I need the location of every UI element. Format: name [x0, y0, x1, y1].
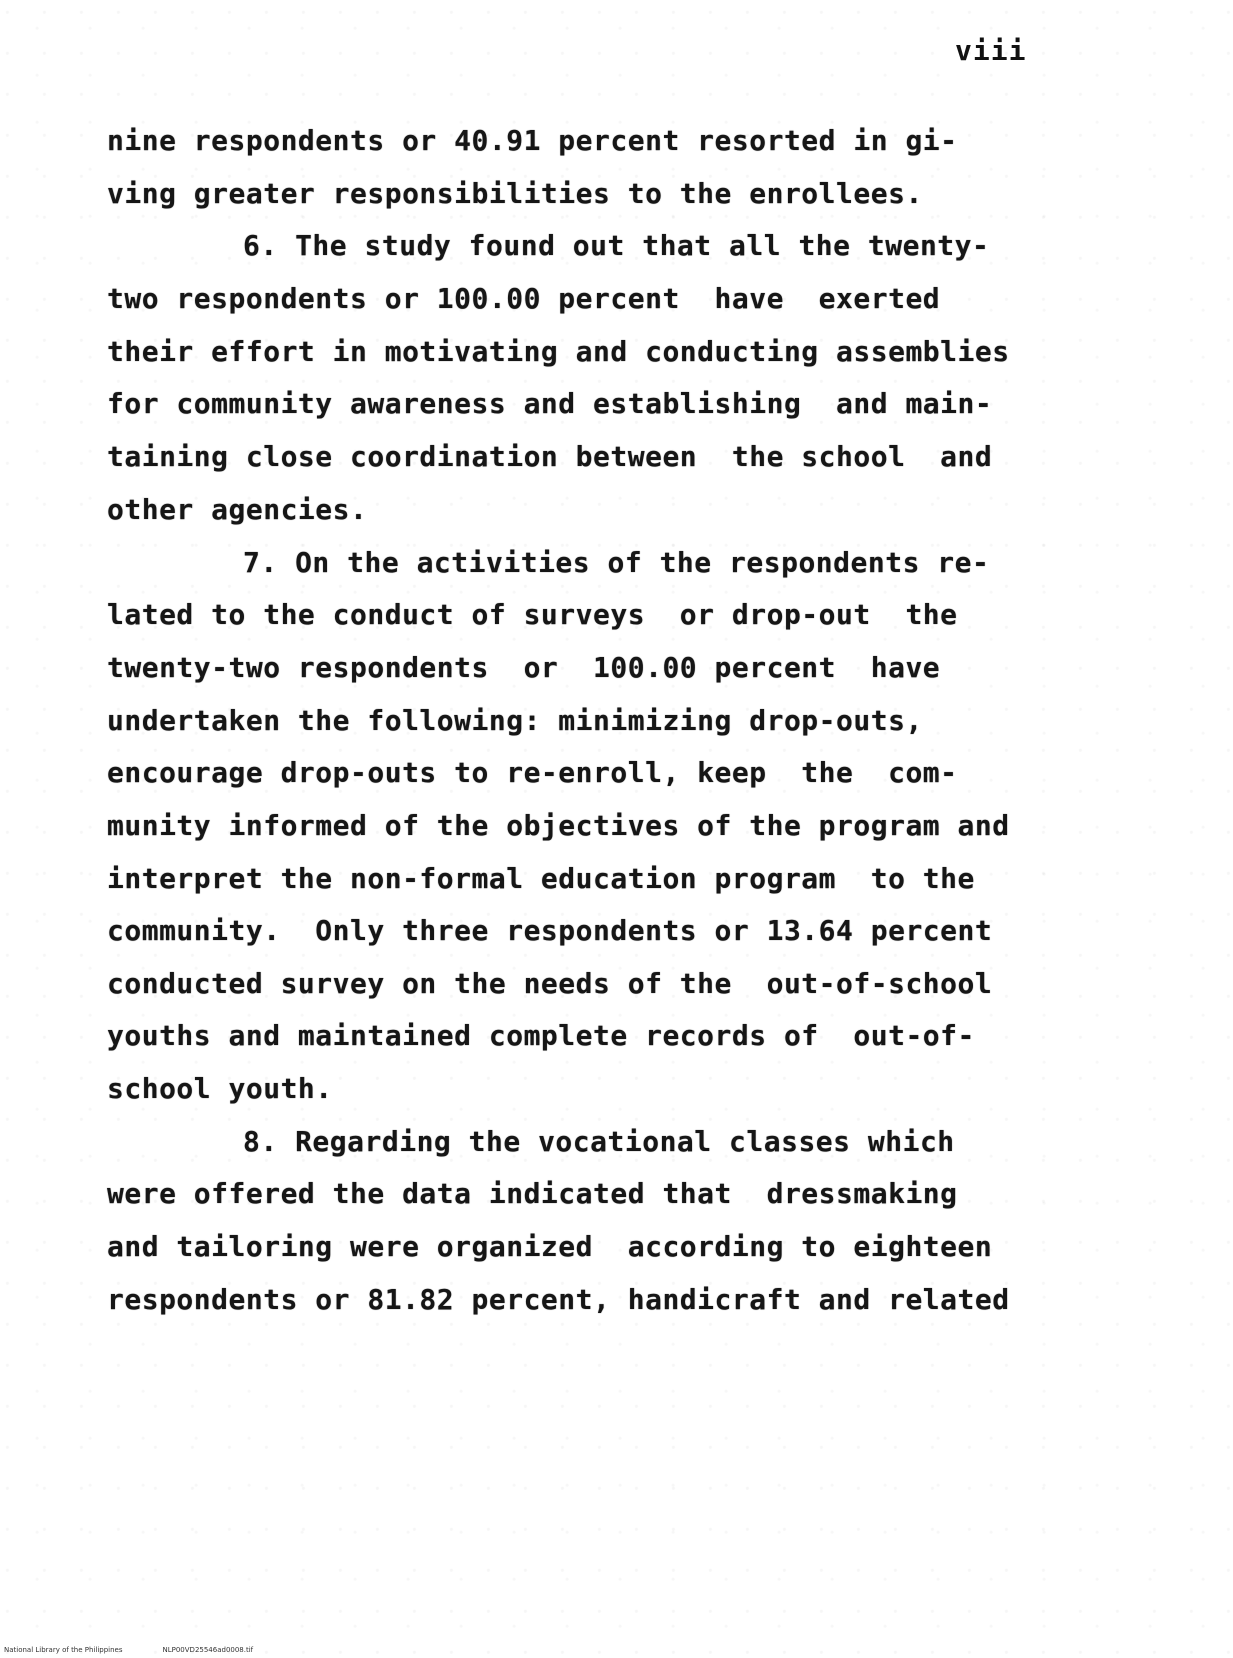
text-line: encourage drop-outs to re-enroll, keep the com-	[107, 756, 958, 789]
text-line: other agencies.	[107, 493, 368, 526]
text-line: lated to the conduct of surveys or drop-out the	[107, 598, 958, 631]
text-line: school youth.	[107, 1072, 333, 1105]
text-line: munity informed of the objectives of the program and	[107, 809, 1010, 842]
footer-library: National Library of the Philippines	[4, 1646, 123, 1654]
text-line: were offered the data indicated that dressmaking	[107, 1177, 958, 1210]
page-number: viii	[955, 34, 1027, 67]
text-line: two respondents or 100.00 percent have exerted	[107, 282, 941, 315]
text-line: taining close coordination between the school and	[107, 440, 993, 473]
text-line: interpret the non-formal education program to the	[107, 862, 975, 895]
text-line: undertaken the following: minimizing drop-outs,	[107, 704, 923, 737]
paragraph-7-start: 7. On the activities of the respondents re-	[243, 546, 990, 579]
text-line: and tailoring were organized according to eighteen	[107, 1230, 993, 1263]
text-line: respondents or 81.82 percent, handicraft and related	[107, 1283, 1010, 1316]
text-line: community. Only three respondents or 13.64 percent	[107, 914, 993, 947]
text-line: youths and maintained complete records of out-of-	[107, 1019, 975, 1052]
text-line: ving greater responsibilities to the enrollees.	[107, 177, 923, 210]
text-line: conducted survey on the needs of the out-of-school	[107, 967, 993, 1000]
text-line: twenty-two respondents or 100.00 percent have	[107, 651, 941, 684]
paragraph-8-start: 8. Regarding the vocational classes which	[243, 1125, 955, 1158]
text-line: for community awareness and establishing and main-	[107, 387, 993, 420]
scan-footer	[4, 1646, 293, 1654]
text-line: nine respondents or 40.91 percent resorted in gi-	[107, 124, 958, 157]
paragraph-6-start: 6. The study found out that all the twenty-	[243, 229, 990, 262]
footer-filename: NLP00VD25546ad0008.tif	[162, 1646, 254, 1654]
text-line: their effort in motivating and conducting assemblies	[107, 335, 1010, 368]
